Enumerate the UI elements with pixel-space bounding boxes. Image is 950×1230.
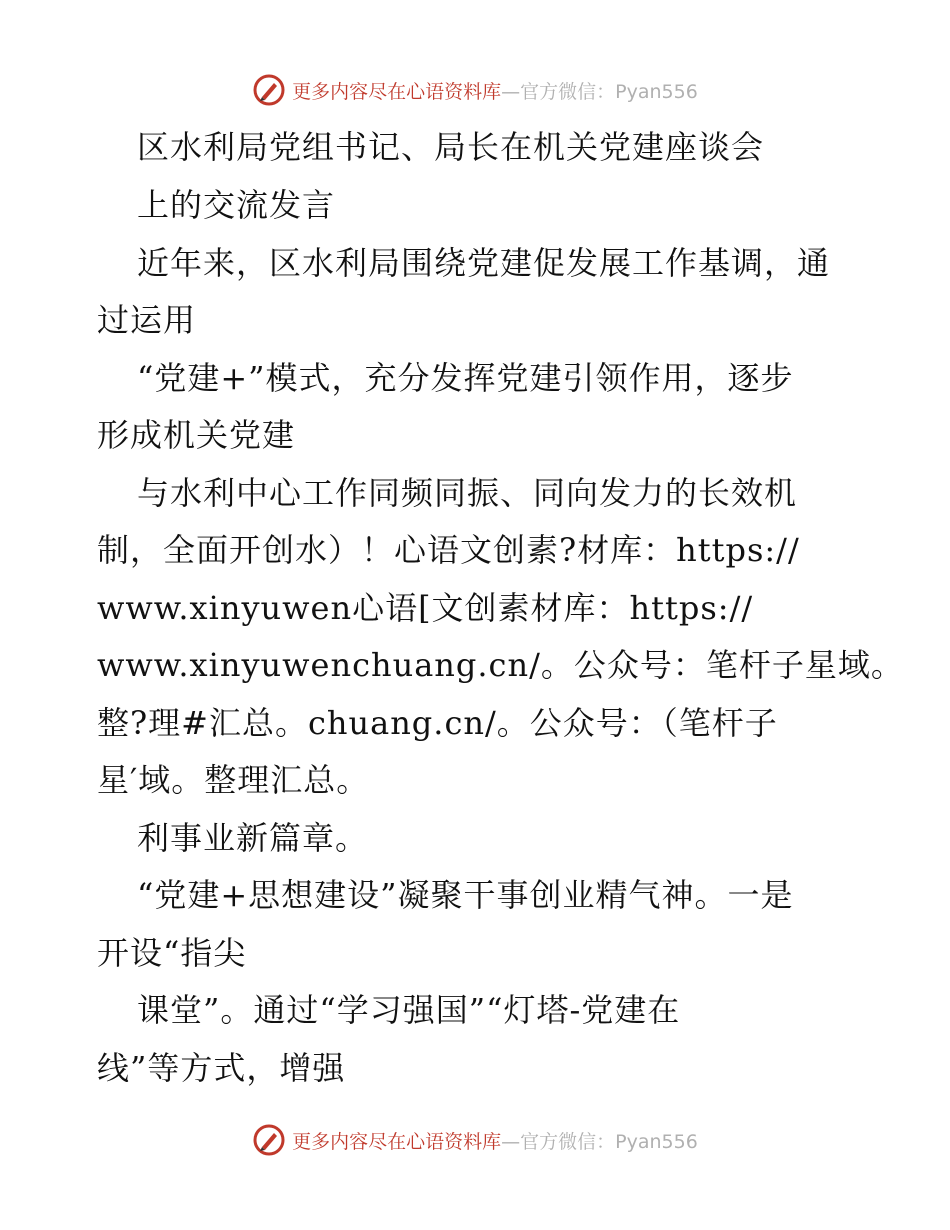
paragraph-line: 过运用 [97,301,197,339]
title-line-2: 上的交流发言 [137,186,336,224]
paragraph-line: 整?理#汇总。chuang.cn/。公众号：（笔杆子 [97,704,778,742]
paragraph-line: 线”等方式，增强 [97,1049,346,1087]
paragraph-line: 利事业新篇章。 [137,819,369,857]
paragraph-line: “党建+”模式，充分发挥党建引领作用，逐步 [137,359,794,397]
paragraph-line: www.xinyuwen心语[文创素材库：https:// [97,589,754,627]
paragraph-line: 形成机关党建 [97,416,296,454]
paragraph-line: “党建+思想建设”凝聚干事创业精气神。一是 [137,876,794,914]
paragraph-line: 近年来，区水利局围绕党建促发展工作基调，通 [137,244,831,282]
paragraph-line: www.xinyuwenchuang.cn/。公众号：笔杆子星域。 [97,646,904,684]
paragraph-line: 制，全面开创水）！心语文创素?材库：https:// [97,531,800,569]
footer-banner-text: 更多内容尽在心语资料库—官方微信：Pyan556 [292,1130,698,1153]
header-banner-text: 更多内容尽在心语资料库—官方微信：Pyan556 [292,80,698,103]
pen-logo-icon [252,1123,286,1157]
title-line-1: 区水利局党组书记、局长在机关党建座谈会 [137,128,765,166]
paragraph-line: 星′域。整理汇总。 [97,761,370,799]
paragraph-line: 与水利中心工作同频同振、同向发力的长效机 [137,474,798,512]
paragraph-line: 开设“指尖 [97,934,247,972]
paragraph-line: 课堂”。通过“学习强国”“灯塔-党建在 [137,991,681,1029]
footer-banner [0,1120,950,1160]
